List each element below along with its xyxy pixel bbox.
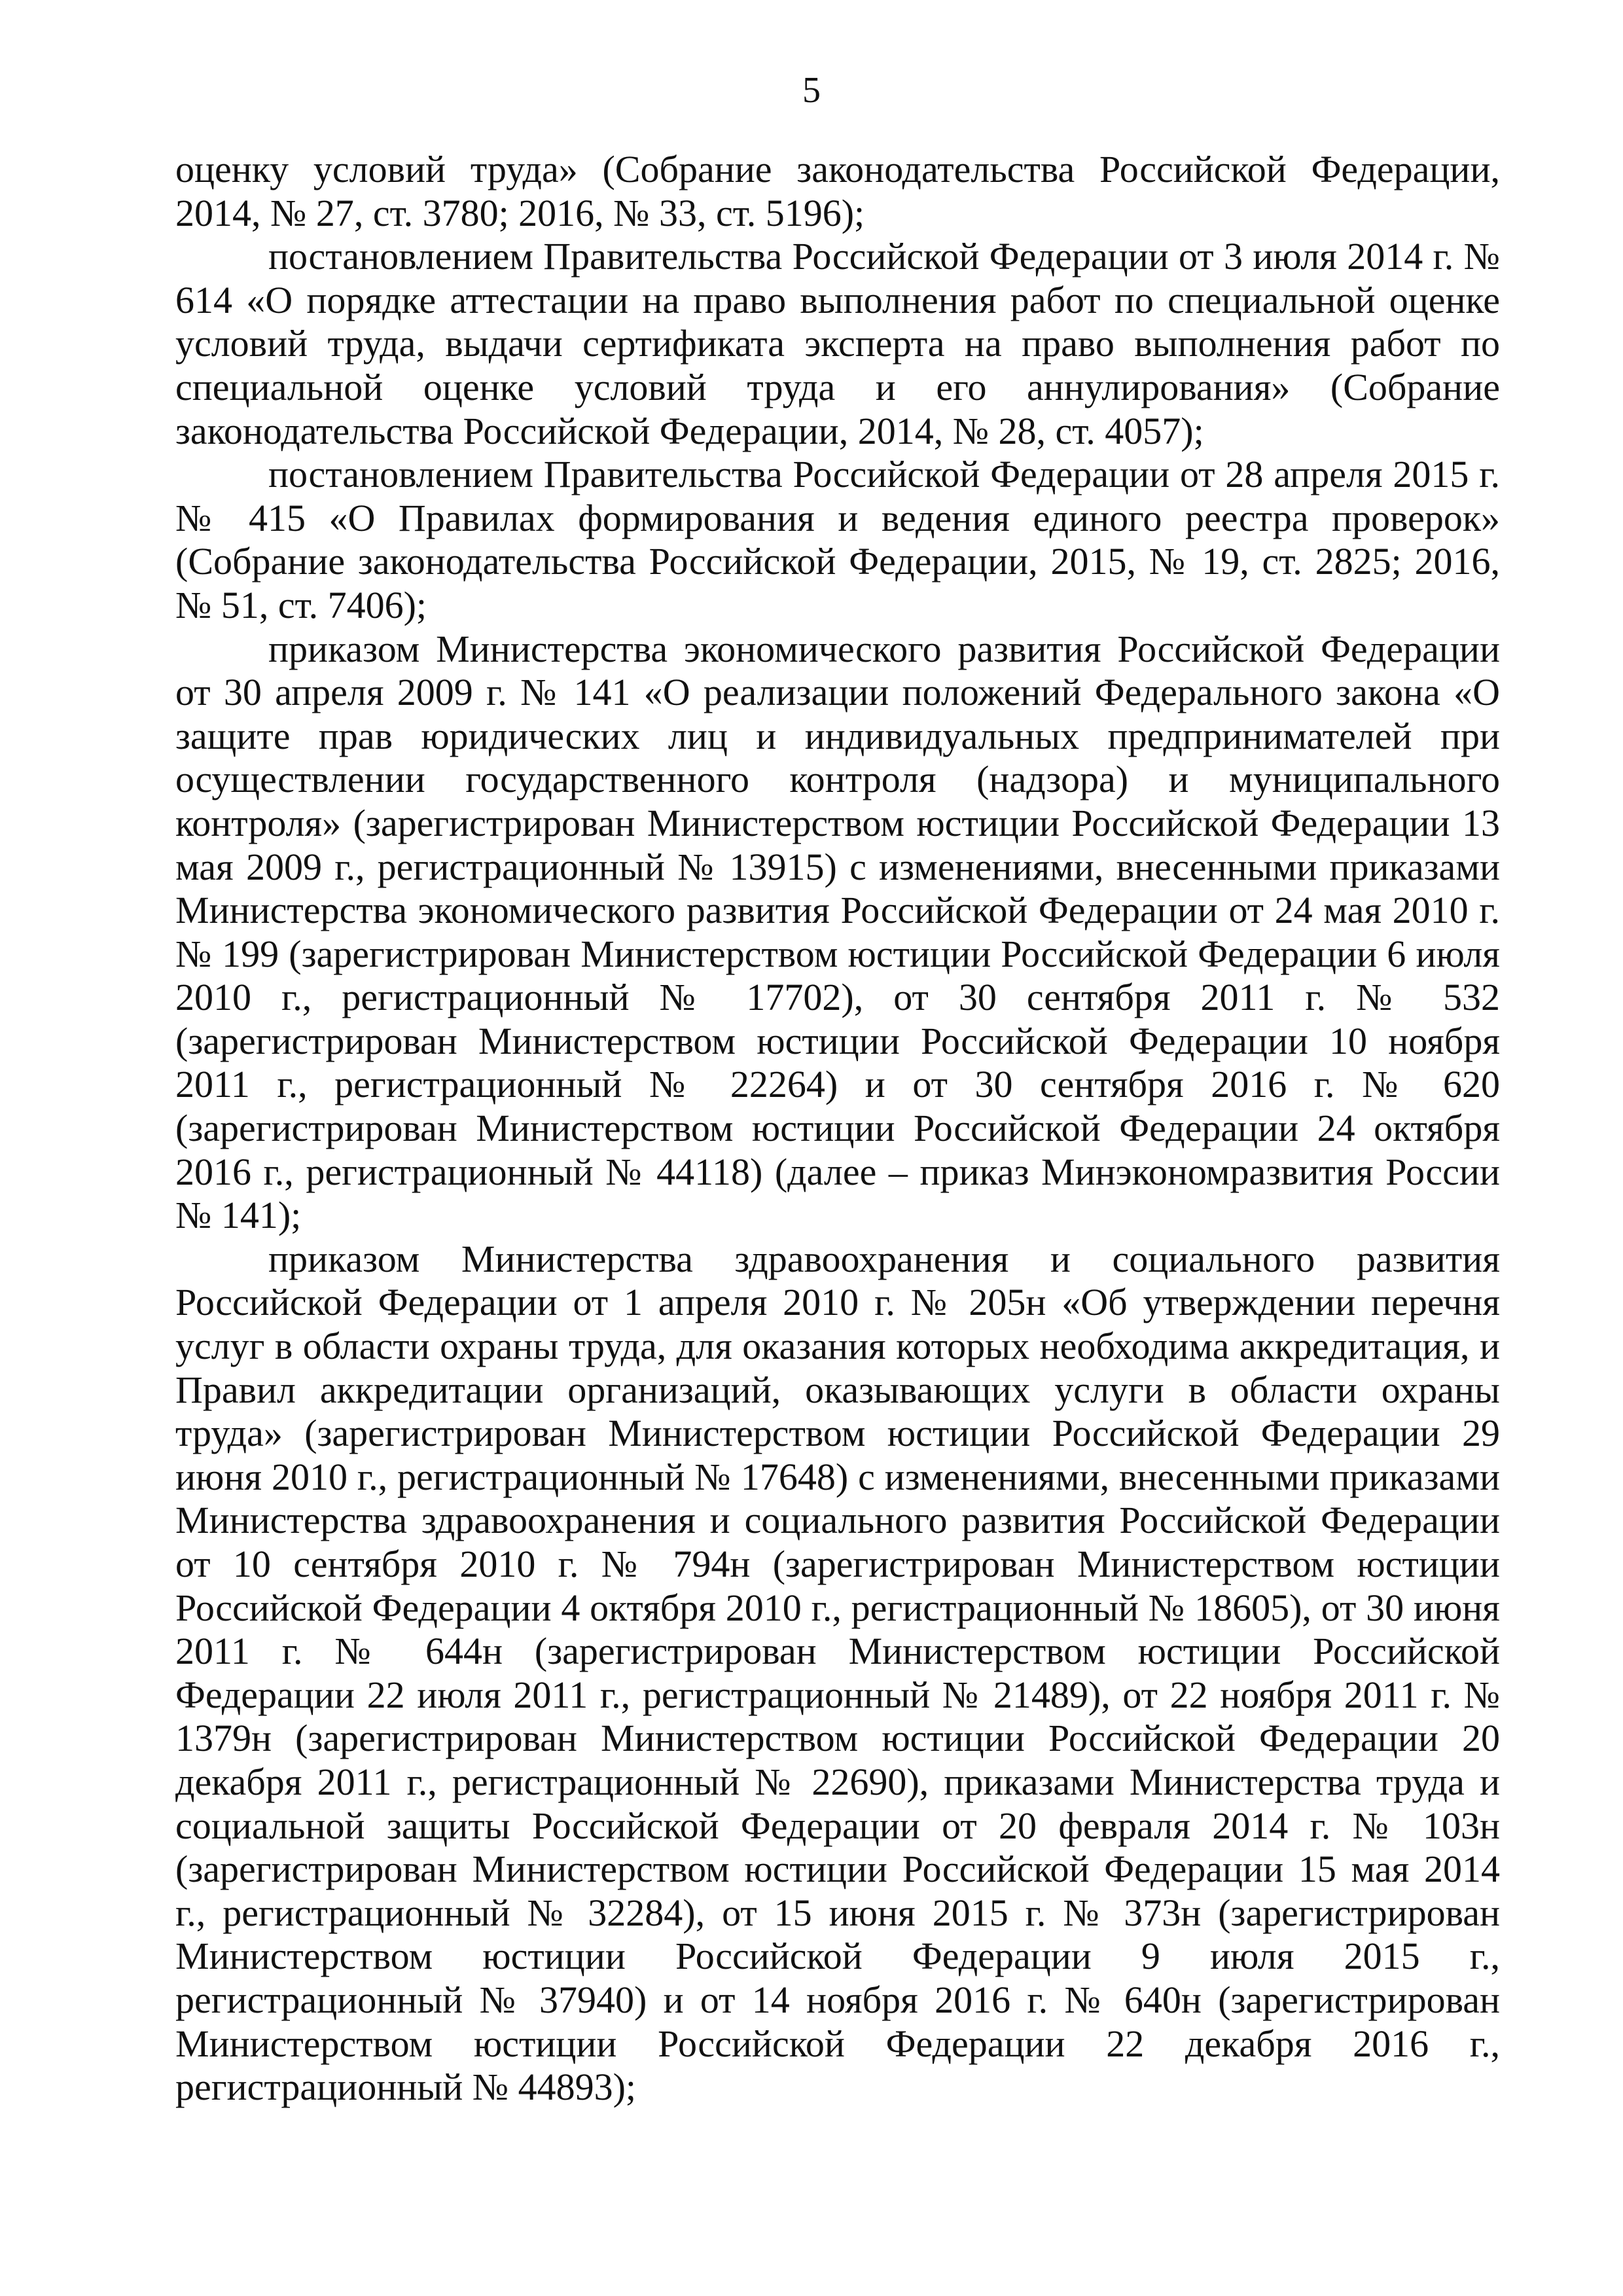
page-number: 5 [802, 70, 821, 111]
document-body [175, 148, 1500, 2109]
paragraph-order-205n: приказом Министерства здравоохранения и социального развития Российской Федерации от 1 апреля 2010 г. № 205н «Об утверждении перечня услуг в области охраны труда, для оказания которых необходима аккредитация, и Правил аккредитации организаций, оказывающих услуги в области охраны труда» (зарегистрирован Министерством юстиции Российской Федерации 29 июня 2010 г., регистрационный № 17648) с изменениями, внесенными приказами Министерства здравоохранения и социального развития Российской Федерации от 10 сентября 2010 г. № 794н (зарегистрирован Министерством юстиции Российской Федерации 4 октября 2010 г., регистрационный № 18605), от 30 июня 2011 г. № 644н (зарегистрирован Министерством юстиции Российской Федерации 22 июля 2011 г., регистрационный № 21489), от 22 ноября 2011 г. № 1379н (зарегистрирован Министерством юстиции Российской Федерации 20 декабря 2011 г., регистрационный № 22690), приказами Министерства труда и социальной защиты Российской Федерации от 20 февраля 2014 г. № 103н (зарегистрирован Министерством юстиции Российской Федерации 15 мая 2014 г., регистрационный № 32284), от 15 июня 2015 г. № 373н (зарегистрирован Министерством юстиции Российской Федерации 9 июля 2015 г., регистрационный № 37940) и от 14 ноября 2016 г. № 640н (зарегистрирован Министерством юстиции Российской Федерации 22 декабря 2016 г., регистрационный № 44893); [175, 1237, 1500, 2109]
paragraph-resolution-415: постановлением Правительства Российской Федерации от 28 апреля 2015 г. № 415 «О Правилах формирования и ведения единого реестра проверок» (Собрание законодательства Российской Федерации, 2015, № 19, ст. 2825; 2016, № 51, ст. 7406); [175, 453, 1500, 626]
paragraph-resolution-614: постановлением Правительства Российской Федерации от 3 июля 2014 г. № 614 «О порядке аттестации на право выполнения работ по специальной оценке условий труда, выдачи сертификата эксперта на право выполнения работ по специальной оценке условий труда и его аннулирования» (Собрание законодательства Российской Федерации, 2014, № 28, ст. 4057); [175, 235, 1500, 452]
paragraph-order-141: приказом Министерства экономического развития Российской Федерации от 30 апреля 2009 г. № 141 «О реализации положений Федерального закона «О защите прав юридических лиц и индивидуальных предпринимателей при осуществлении государственного контроля (надзора) и муниципального контроля» (зарегистрирован Министерством юстиции Российской Федерации 13 мая 2009 г., регистрационный № 13915) с изменениями, внесенными приказами Министерства экономического развития Российской Федерации от 24 мая 2010 г. № 199 (зарегистрирован Министерством юстиции Российской Федерации 6 июля 2010 г., регистрационный № 17702), от 30 сентября 2011 г. № 532 (зарегистрирован Министерством юстиции Российской Федерации 10 ноября 2011 г., регистрационный № 22264) и от 30 сентября 2016 г. № 620 (зарегистрирован Министерством юстиции Российской Федерации 24 октября 2016 г., регистрационный № 44118) (далее – приказ Минэкономразвития России № 141); [175, 627, 1500, 1237]
paragraph-continuation: оценку условий труда» (Собрание законодательства Российской Федерации, 2014, № 27, ст. 3780; 2016, № 33, ст. 5196); [175, 148, 1500, 234]
